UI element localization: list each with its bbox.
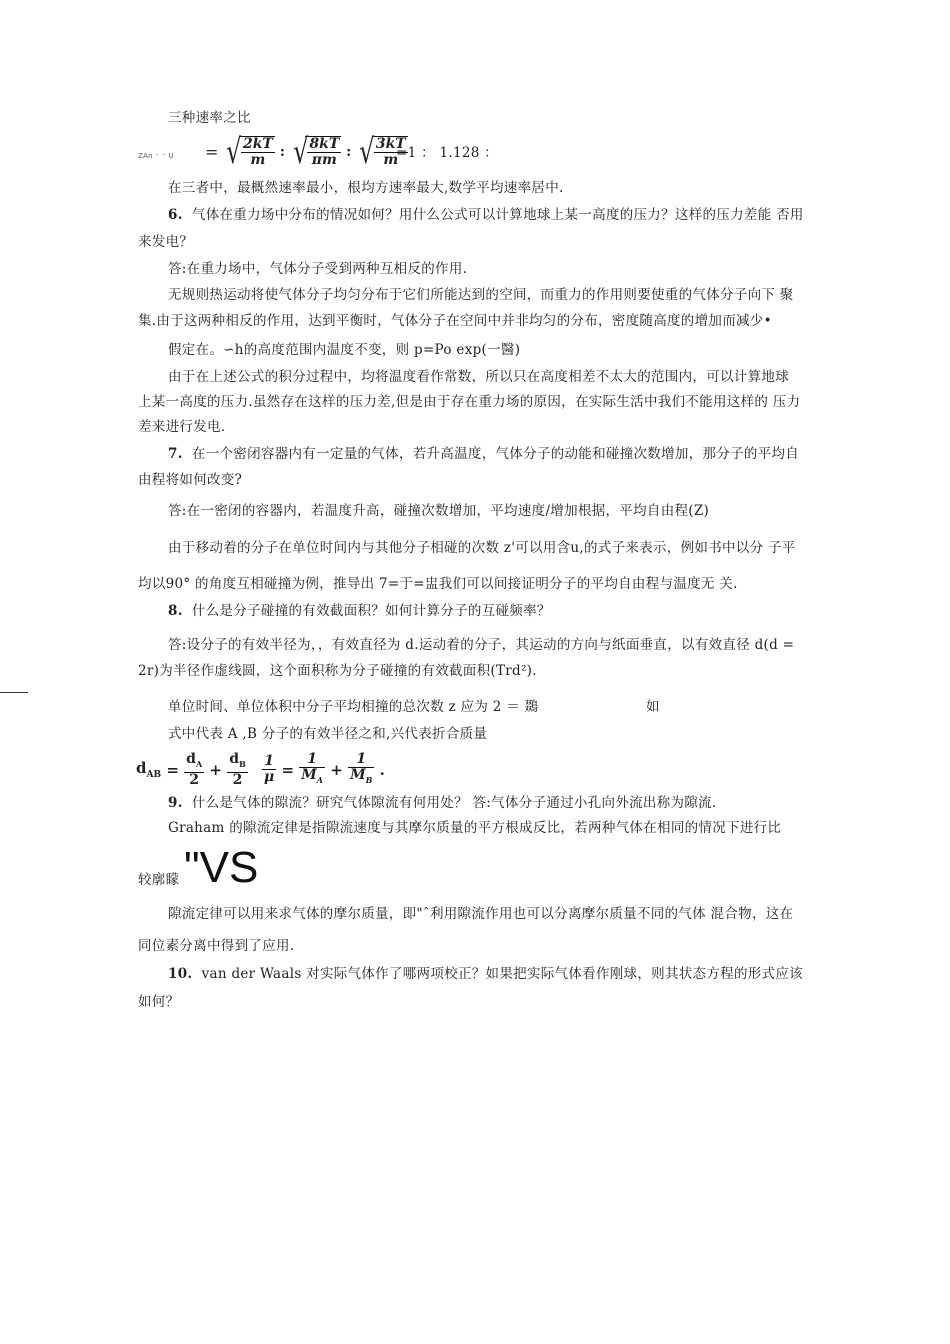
margin-rule — [0, 692, 28, 693]
text-line: 来发电？ — [138, 234, 194, 250]
text-line: 由于移动着的分子在单位时间内与其他分子相碰的次数 z'可以用含u,的式子来表示，例如书中以分 子平 — [168, 540, 796, 556]
formula-numerator: 2kT — [242, 136, 273, 152]
text-line: 较廓矇 — [138, 872, 180, 888]
text-line: 答:在一密闭的容器内，若温度升高，碰撞次数增加，平均速度/增加根据，平均自由程(Z) — [168, 503, 710, 519]
text-line: 如 — [646, 699, 660, 715]
text-line: 如何？ — [138, 994, 180, 1010]
question-text: van der Waals 对实际气体作了哪两项校正？如果把实际气体看作刚球，则其状态方程的形式应该 — [201, 966, 803, 982]
text-line: 差来进行发电. — [138, 419, 226, 435]
question-text: 气体在重力场中分布的情况如何？用什么公式可以计算地球上某一高度的压力？这样的压力差能 否用 — [191, 207, 804, 223]
text-line: Graham 的隙流定律是指隙流速度与其摩尔质量的平方根成反比，若两种气体在相同的情况下进行比 — [168, 820, 782, 836]
text-line: 单位时间、单位体积中分子平均相撞的总次数 z 应为 2 ＝ 鵽 — [168, 699, 539, 715]
text-line: 同位素分离中得到了应用. — [138, 938, 295, 954]
speed-ratio-formula: = √ $\frac{2kT}{m}$ : √ $\frac{8kT}{\pi m}$ : √ $\frac{3kT}{m}$ — [205, 132, 406, 172]
question-text: 什么是气体的隙流？研究气体隙流有何用处？ 答:气体分子通过小孔向外流出称为隙流. — [191, 795, 717, 811]
question-number: 7. — [168, 446, 183, 462]
collision-diameter-formula: $d_{AB}$ = $\frac{d_A}{2}$ + $\frac{d_B}{2}$ — [136, 751, 246, 788]
question-7 — [168, 444, 799, 464]
question-8 — [168, 601, 551, 621]
garbled-formula-text: "VS — [184, 843, 259, 892]
question-number: 6. — [168, 207, 183, 223]
question-9 — [168, 793, 717, 813]
question-6 — [168, 205, 804, 225]
reduced-mass-formula: $\frac{1}{\mu}$ = $\frac{1}{M_A}$ + $\frac{1}{M_B}$ . — [264, 751, 385, 786]
text-line: 三种速率之比 — [168, 110, 251, 126]
ratio-value: =1 ： 1.128 ： — [396, 145, 499, 161]
formula-denominator: πm — [311, 152, 337, 168]
formula-symbol: $d_{AB}$ — [136, 759, 162, 781]
text-line: 在三者中，最概然速率最小，根均方速率最大,数学平均速率居中. — [168, 180, 564, 196]
text-line: 集.由于这两种相反的作用，达到平衡时，气体分子在空间中并非均匀的分布，密度随高度的增加而减少• — [138, 313, 772, 329]
formula-denominator: m — [383, 152, 399, 168]
formula-numerator: 8kT — [309, 136, 340, 152]
question-10 — [168, 964, 803, 984]
text-line: 答:设分子的有效半径为，，有效直径为 d.运动着的分子，其运动的方向与纸面垂直，以有效直径 d(d = — [168, 637, 795, 653]
text-line: 上某一高度的压力.虽然存在这样的压力差,但是由于存在重力场的原因，在实际生活中我们不能用这样的 压力 — [138, 394, 801, 410]
formula-numerator: 3kT — [375, 136, 406, 152]
text-line: 假定在。∽h的高度范围内温度不变，则 p=Po exp(一醫) — [168, 342, 521, 358]
question-number: 10. — [168, 966, 193, 982]
question-text: 什么是分子碰撞的有效截面积？如何计算分子的互碰频率？ — [191, 603, 551, 619]
question-number: 9. — [168, 795, 183, 811]
text-line: 隙流定律可以用来求气体的摩尔质量，即"ˆ利用隙流作用也可以分离摩尔质量不同的气体 混合物，这在 — [168, 906, 794, 922]
text-line: 式中代表 A ,B 分子的有效半径之和,兴代表折合质量 — [168, 726, 488, 742]
question-number: 8. — [168, 603, 183, 619]
text-line: 由程将如何改变? — [138, 472, 243, 488]
text-line: 答:在重力场中，气体分子受到两种互相反的作用. — [168, 261, 468, 277]
text-line: 2r)为半径作虚线圆，这个面积称为分子碰撞的有效截面积(Trd²). — [138, 663, 537, 679]
text-line: 由于在上述公式的积分过程中，均将温度看作常数，所以只在高度相差不太大的范围内，可以计算地球 — [168, 369, 789, 385]
text-line: 无规则热运动将使气体分子均匀分布于它们所能达到的空间，而重力的作用则要使重的气体分子向下 聚 — [168, 287, 794, 303]
formula-denominator: m — [250, 152, 266, 168]
formula-prefix: ZAn ⁻ ⁻ U — [138, 152, 174, 160]
question-text: 在一个密闭容器内有一定量的气体，若升高温度，气体分子的动能和碰撞次数增加，那分子的平均自 — [191, 446, 800, 462]
text-line: 均以90° 的角度互相碰撞为例，推导出 7=于=盅我们可以间接证明分子的平均自由程与温度无 关. — [138, 576, 738, 592]
